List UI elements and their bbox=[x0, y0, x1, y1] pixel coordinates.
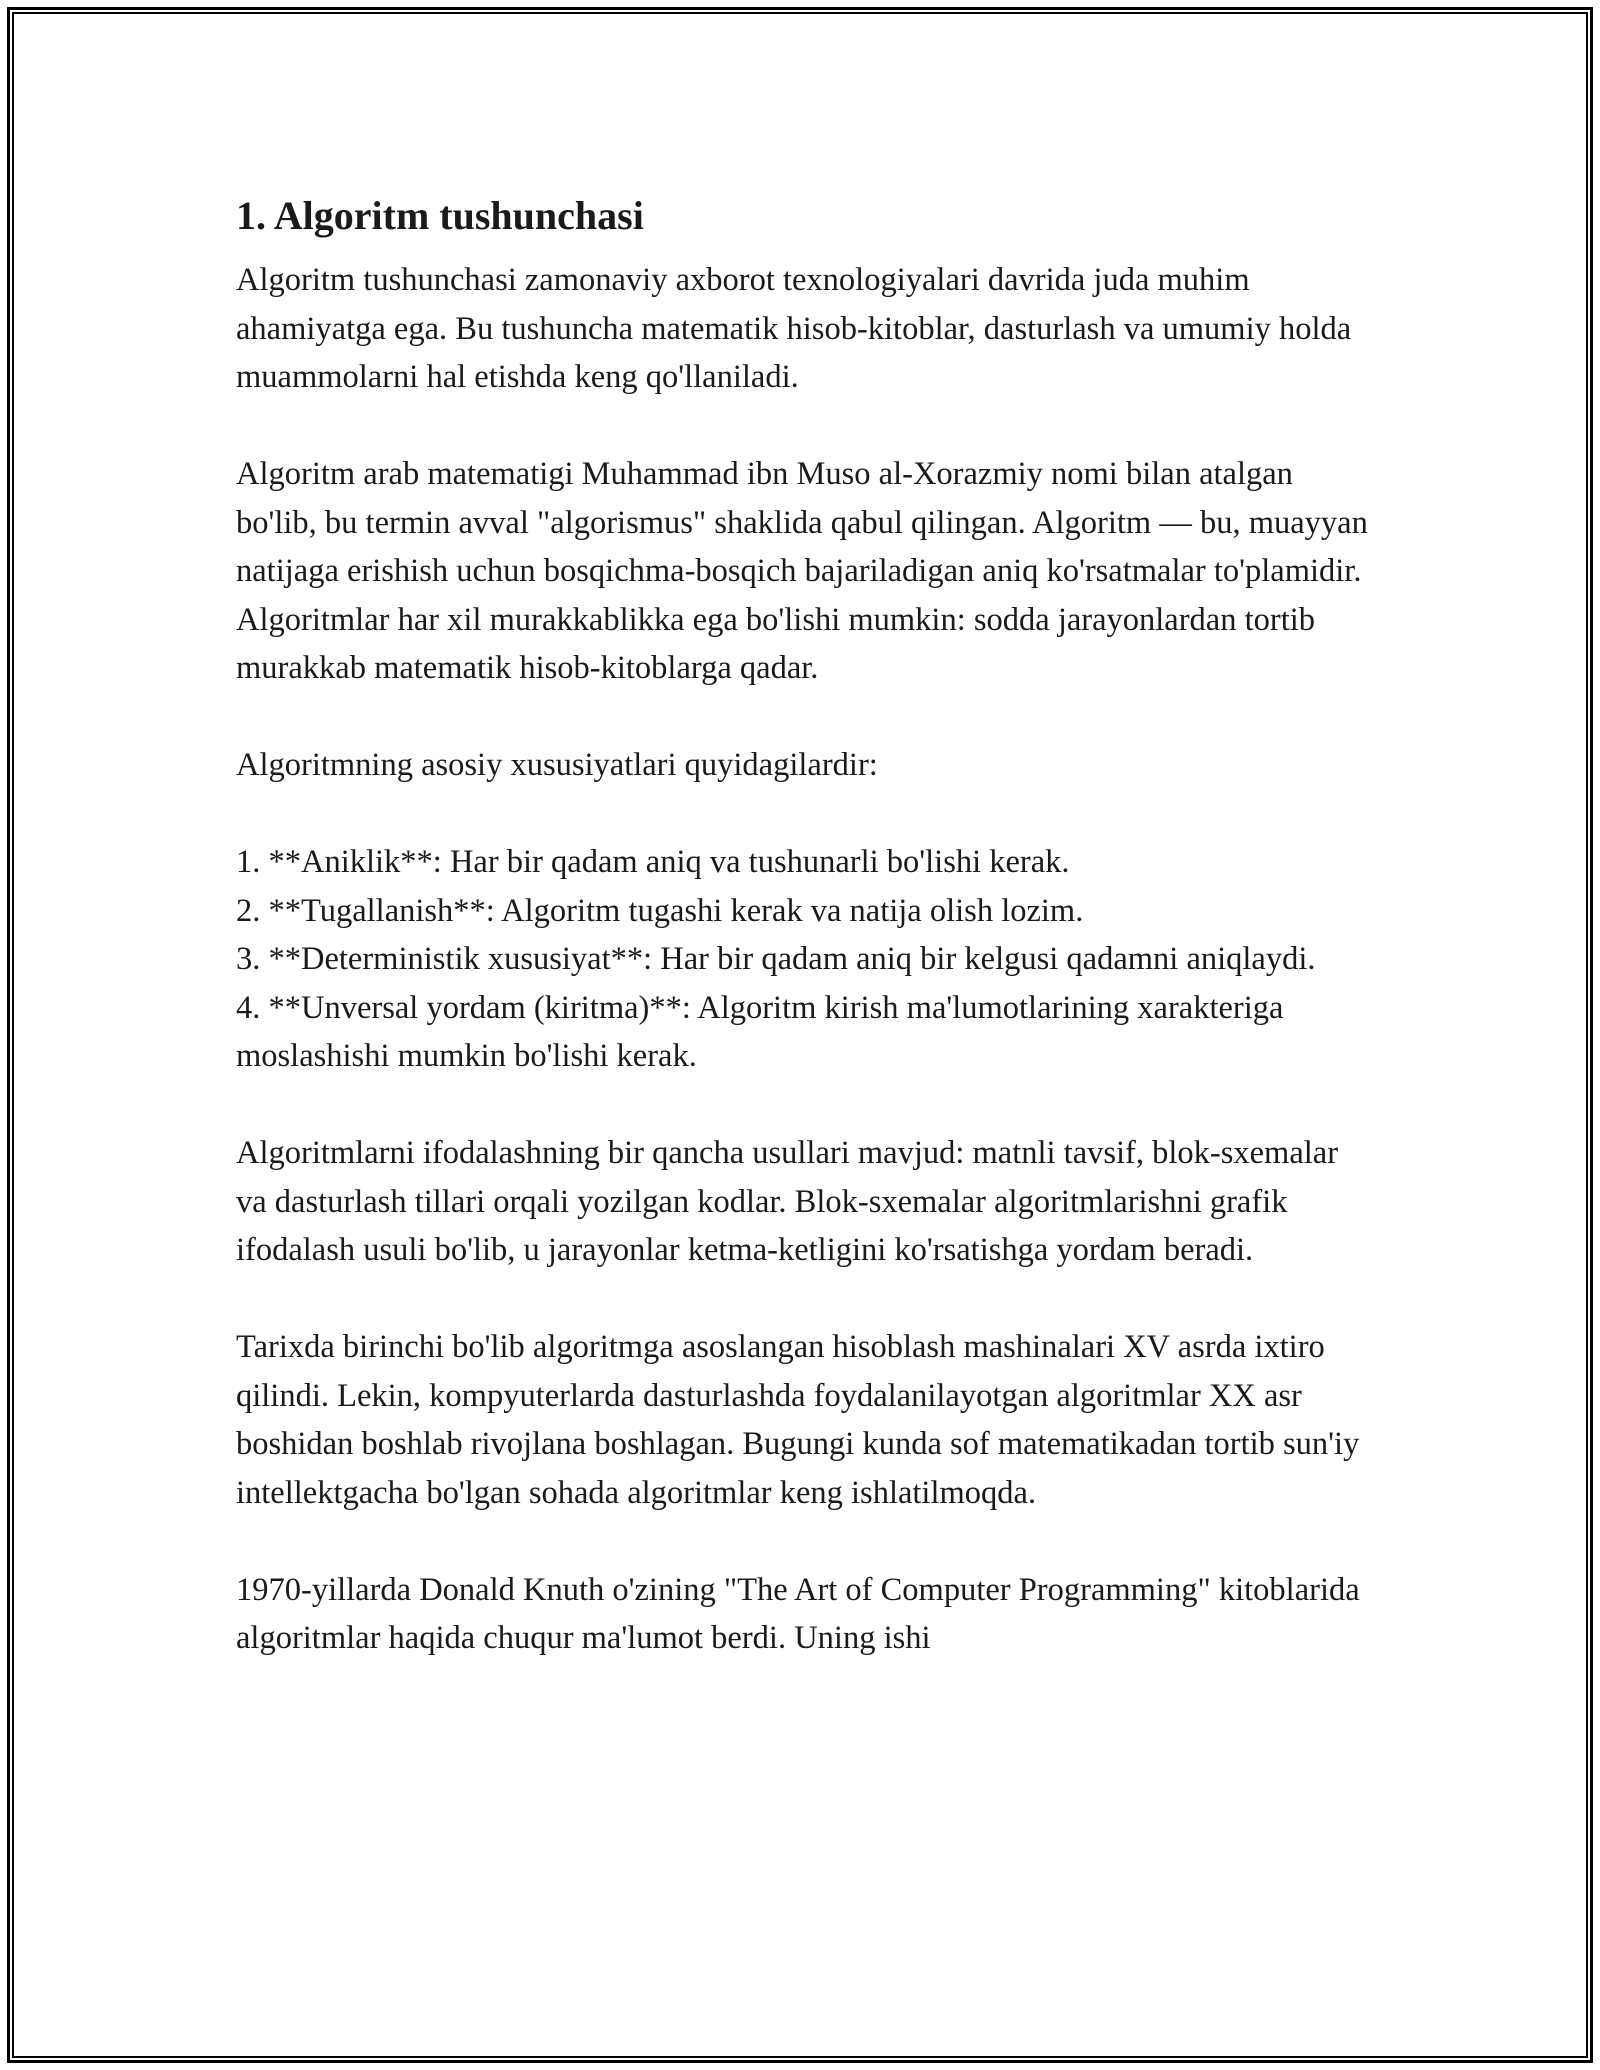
properties-list bbox=[236, 838, 1376, 1081]
history-paragraph: Tarixda birinchi bo'lib algoritmga asoslangan hisoblash mashinalari XV asrda ixtiro qilindi. Lekin, kompyuterlarda dasturlashda foydalanilayotgan algoritmlar XX asr boshidan boshlab rivojlana boshlagan. Bugungi kunda sof matematikadan tortib sun'iy intellektgacha bo'lgan sohada algoritmlar keng ishlatilmoqda. bbox=[236, 1329, 1360, 1511]
document-title: 1. Algoritm tushunchasi bbox=[236, 193, 644, 238]
knuth-paragraph: 1970-yillarda Donald Knuth o'zining "The Art of Computer Programming" kitoblarida algoritmlar haqida chuqur ma'lumot berdi. Uning ishi bbox=[236, 1571, 1360, 1656]
intro-paragraph: Algoritm tushunchasi zamonaviy axborot texnologiyalari davrida juda muhim ahamiyatga ega. Bu tushuncha matematik hisob-kitoblar, dasturlash va umumiy holda muammolarni hal etishda keng qo'llaniladi. bbox=[236, 262, 1352, 395]
list-item: 2. **Tugallanish**: Algoritm tugashi kerak va natija olish lozim. bbox=[236, 892, 1084, 929]
origin-paragraph: Algoritm arab matematigi Muhammad ibn Muso al-Xorazmiy nomi bilan atalgan bo'lib, bu termin avval "algorismus" shaklida qabul qilingan. Algoritm — bu, muayyan natijaga erishish uchun bosqichma-bosqich bajariladigan aniq ko'rsatmalar to'plamidir. Algoritmlar har xil murakkablikka ega bo'lishi mumkin: sodda jarayonlardan tortib murakkab matematik hisob-kitoblarga qadar. bbox=[236, 456, 1368, 686]
representation-paragraph: Algoritmlarni ifodalashning bir qancha usullari mavjud: matnli tavsif, blok-sxemalar va dasturlash tillari orqali yozilgan kodlar. Blok-sxemalar algoritmlarishni grafik ifodalash usuli bo'lib, u jarayonlar ketma-ketligini ko'rsatishga yordam beradi. bbox=[236, 1135, 1339, 1268]
properties-intro: Algoritmning asosiy xususiyatlari quyidagilardir: bbox=[236, 747, 878, 783]
list-item: 1. **Aniklik**: Har bir qadam aniq va tushunarli bo'lishi kerak. bbox=[236, 844, 1070, 880]
list-item: 3. **Deterministik xususiyat**: Har bir qadam aniq bir kelgusi qadamni aniqlaydi. bbox=[236, 941, 1316, 977]
list-item: 4. **Unversal yordam (kiritma)**: Algoritm kirish ma'lumotlarining xarakteriga moslashishi mumkin bo'lishi kerak. bbox=[236, 989, 1284, 1074]
document-body bbox=[236, 184, 1376, 1663]
